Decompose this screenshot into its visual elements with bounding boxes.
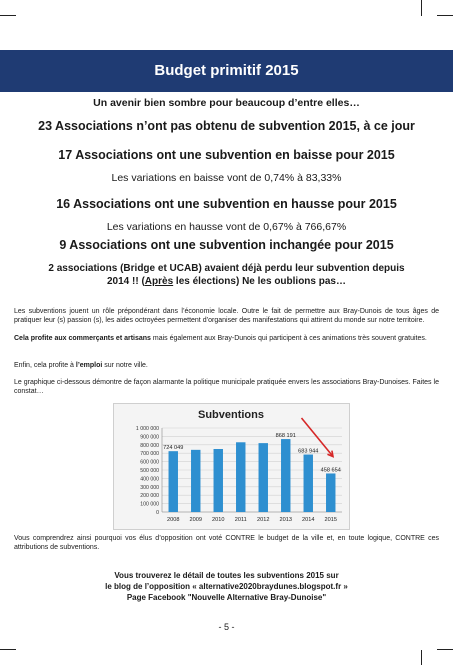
headline-lost <box>0 262 453 288</box>
y-tick-label: 700 000 <box>140 451 159 458</box>
data-label-2015: 458 654 <box>320 467 341 474</box>
x-tick-label: 2008 <box>167 517 180 523</box>
paragraph-commerce <box>14 334 439 343</box>
commerce-emphasis: Cela profite aux commerçants et artisans <box>14 335 151 342</box>
conclusion-contre-2: CONTRE <box>395 535 425 542</box>
headline-unchanged: 9 Associations ont une subvention inchangée pour 2015 <box>59 238 394 252</box>
commerce-text: mais également aux Bray-Dunois qui participent à ces animations très souvent gratuites. <box>150 335 427 342</box>
headline-increase: 16 Associations ont une subvention en hausse pour 2015 <box>56 197 397 211</box>
subsidies-chart <box>113 403 350 530</box>
y-tick-label: 1 000 000 <box>135 426 159 432</box>
headline-decrease: 17 Associations ont une subvention en baisse pour 2015 <box>58 148 395 162</box>
conclusion-text-mid: le budget de la ville et, en toute logique, <box>254 535 396 542</box>
y-tick-label: 100 000 <box>140 501 159 508</box>
paragraph-chart-intro: Le graphique ci-dessous démontre de façon alarmante la politique municipale pratiquée envers les associations Bray-Dunoises. Faites le constat… <box>14 379 439 395</box>
crop-mark <box>421 650 422 665</box>
bar-2015 <box>326 473 335 512</box>
x-tick-label: 2011 <box>234 517 247 523</box>
bar-2014 <box>304 455 313 512</box>
y-tick-label: 900 000 <box>140 434 159 441</box>
x-tick-label: 2012 <box>257 517 270 523</box>
paragraph-conclusion <box>14 534 439 552</box>
footer-line-1: Vous trouverez le détail de toutes les subventions 2015 sur <box>114 571 339 580</box>
chart-canvas <box>114 404 349 529</box>
jobs-emphasis: l’emploi <box>75 362 103 369</box>
data-label-2013: 868 191 <box>275 433 296 440</box>
data-label-2014: 683 944 <box>298 448 319 455</box>
x-tick-label: 2014 <box>302 517 315 523</box>
footer-facebook-page[interactable]: Page Facebook "Nouvelle Alternative Bray-Dunoise" <box>126 593 327 602</box>
paragraph-subsidies: Les subventions jouent un rôle prépondérant dans l’économie locale. Outre le fait de permettre aux Bray-Dunois de tous âges de pratiquer leur (s) passion (s), les aides octroyées permettent d’organiser des manifestations qui attirent du monde sur notre territoire. <box>14 308 439 324</box>
headline-intro: Un avenir bien sombre pour beaucoup d’entre elles… <box>93 97 360 109</box>
x-tick-label: 2009 <box>189 517 202 523</box>
bar-2013 <box>281 439 290 512</box>
crop-mark <box>0 15 16 16</box>
bar-2008 <box>169 451 178 512</box>
headline-no-subsidy: 23 Associations n’ont pas obtenu de subvention 2015, à ce jour <box>38 119 415 133</box>
jobs-text-end: sur notre ville. <box>102 362 148 369</box>
data-label-2008: 724 049 <box>163 445 184 452</box>
chart-title: Subventions <box>197 409 265 421</box>
bar-2009 <box>191 450 200 512</box>
paragraph-jobs <box>14 361 439 370</box>
headline-lost-underlined: Après <box>144 276 174 287</box>
conclusion-text-end: ces attributions de subventions. <box>14 535 439 551</box>
y-tick-label: 600 000 <box>140 459 159 466</box>
crop-mark <box>437 649 453 650</box>
footer-blog-link[interactable]: le blog de l’opposition « alternative2020braydunes.blogspot.fr » <box>105 582 348 591</box>
bar-2011 <box>236 442 245 512</box>
y-tick-label: 800 000 <box>140 442 159 449</box>
x-tick-label: 2015 <box>324 517 337 523</box>
decrease-range: Les variations en baisse vont de 0,74% à 83,33% <box>111 172 342 184</box>
bar-2012 <box>259 443 268 512</box>
conclusion-text-start: Vous comprendrez ainsi pourquoi vos élus d’opposition ont voté <box>14 535 226 542</box>
bar-2010 <box>214 449 223 512</box>
y-tick-label: 200 000 <box>140 493 159 500</box>
y-tick-label: 400 000 <box>140 476 159 483</box>
crop-mark <box>0 649 16 650</box>
conclusion-contre-1: CONTRE <box>225 535 255 542</box>
page-number: - 5 - <box>218 622 235 632</box>
y-tick-label: 300 000 <box>140 484 159 491</box>
crop-mark <box>421 0 422 16</box>
jobs-text-start: Enfin, cela profite à <box>14 362 76 369</box>
headline-lost-line2-end: les élections) Ne les oublions pas… <box>173 276 346 287</box>
headline-lost-line1: 2 associations (Bridge et UCAB) avaient déjà perdu leur subvention depuis <box>48 263 405 274</box>
increase-range: Les variations en hausse vont de 0,67% à 766,67% <box>106 221 347 233</box>
y-tick-label: 0 <box>156 510 159 516</box>
x-tick-label: 2013 <box>279 517 292 523</box>
page-title: Budget primitif 2015 <box>0 50 453 92</box>
x-tick-label: 2010 <box>212 517 225 523</box>
y-tick-label: 500 000 <box>140 468 159 474</box>
headline-lost-line2-start: 2014 !! ( <box>107 276 145 287</box>
crop-mark <box>437 15 453 16</box>
